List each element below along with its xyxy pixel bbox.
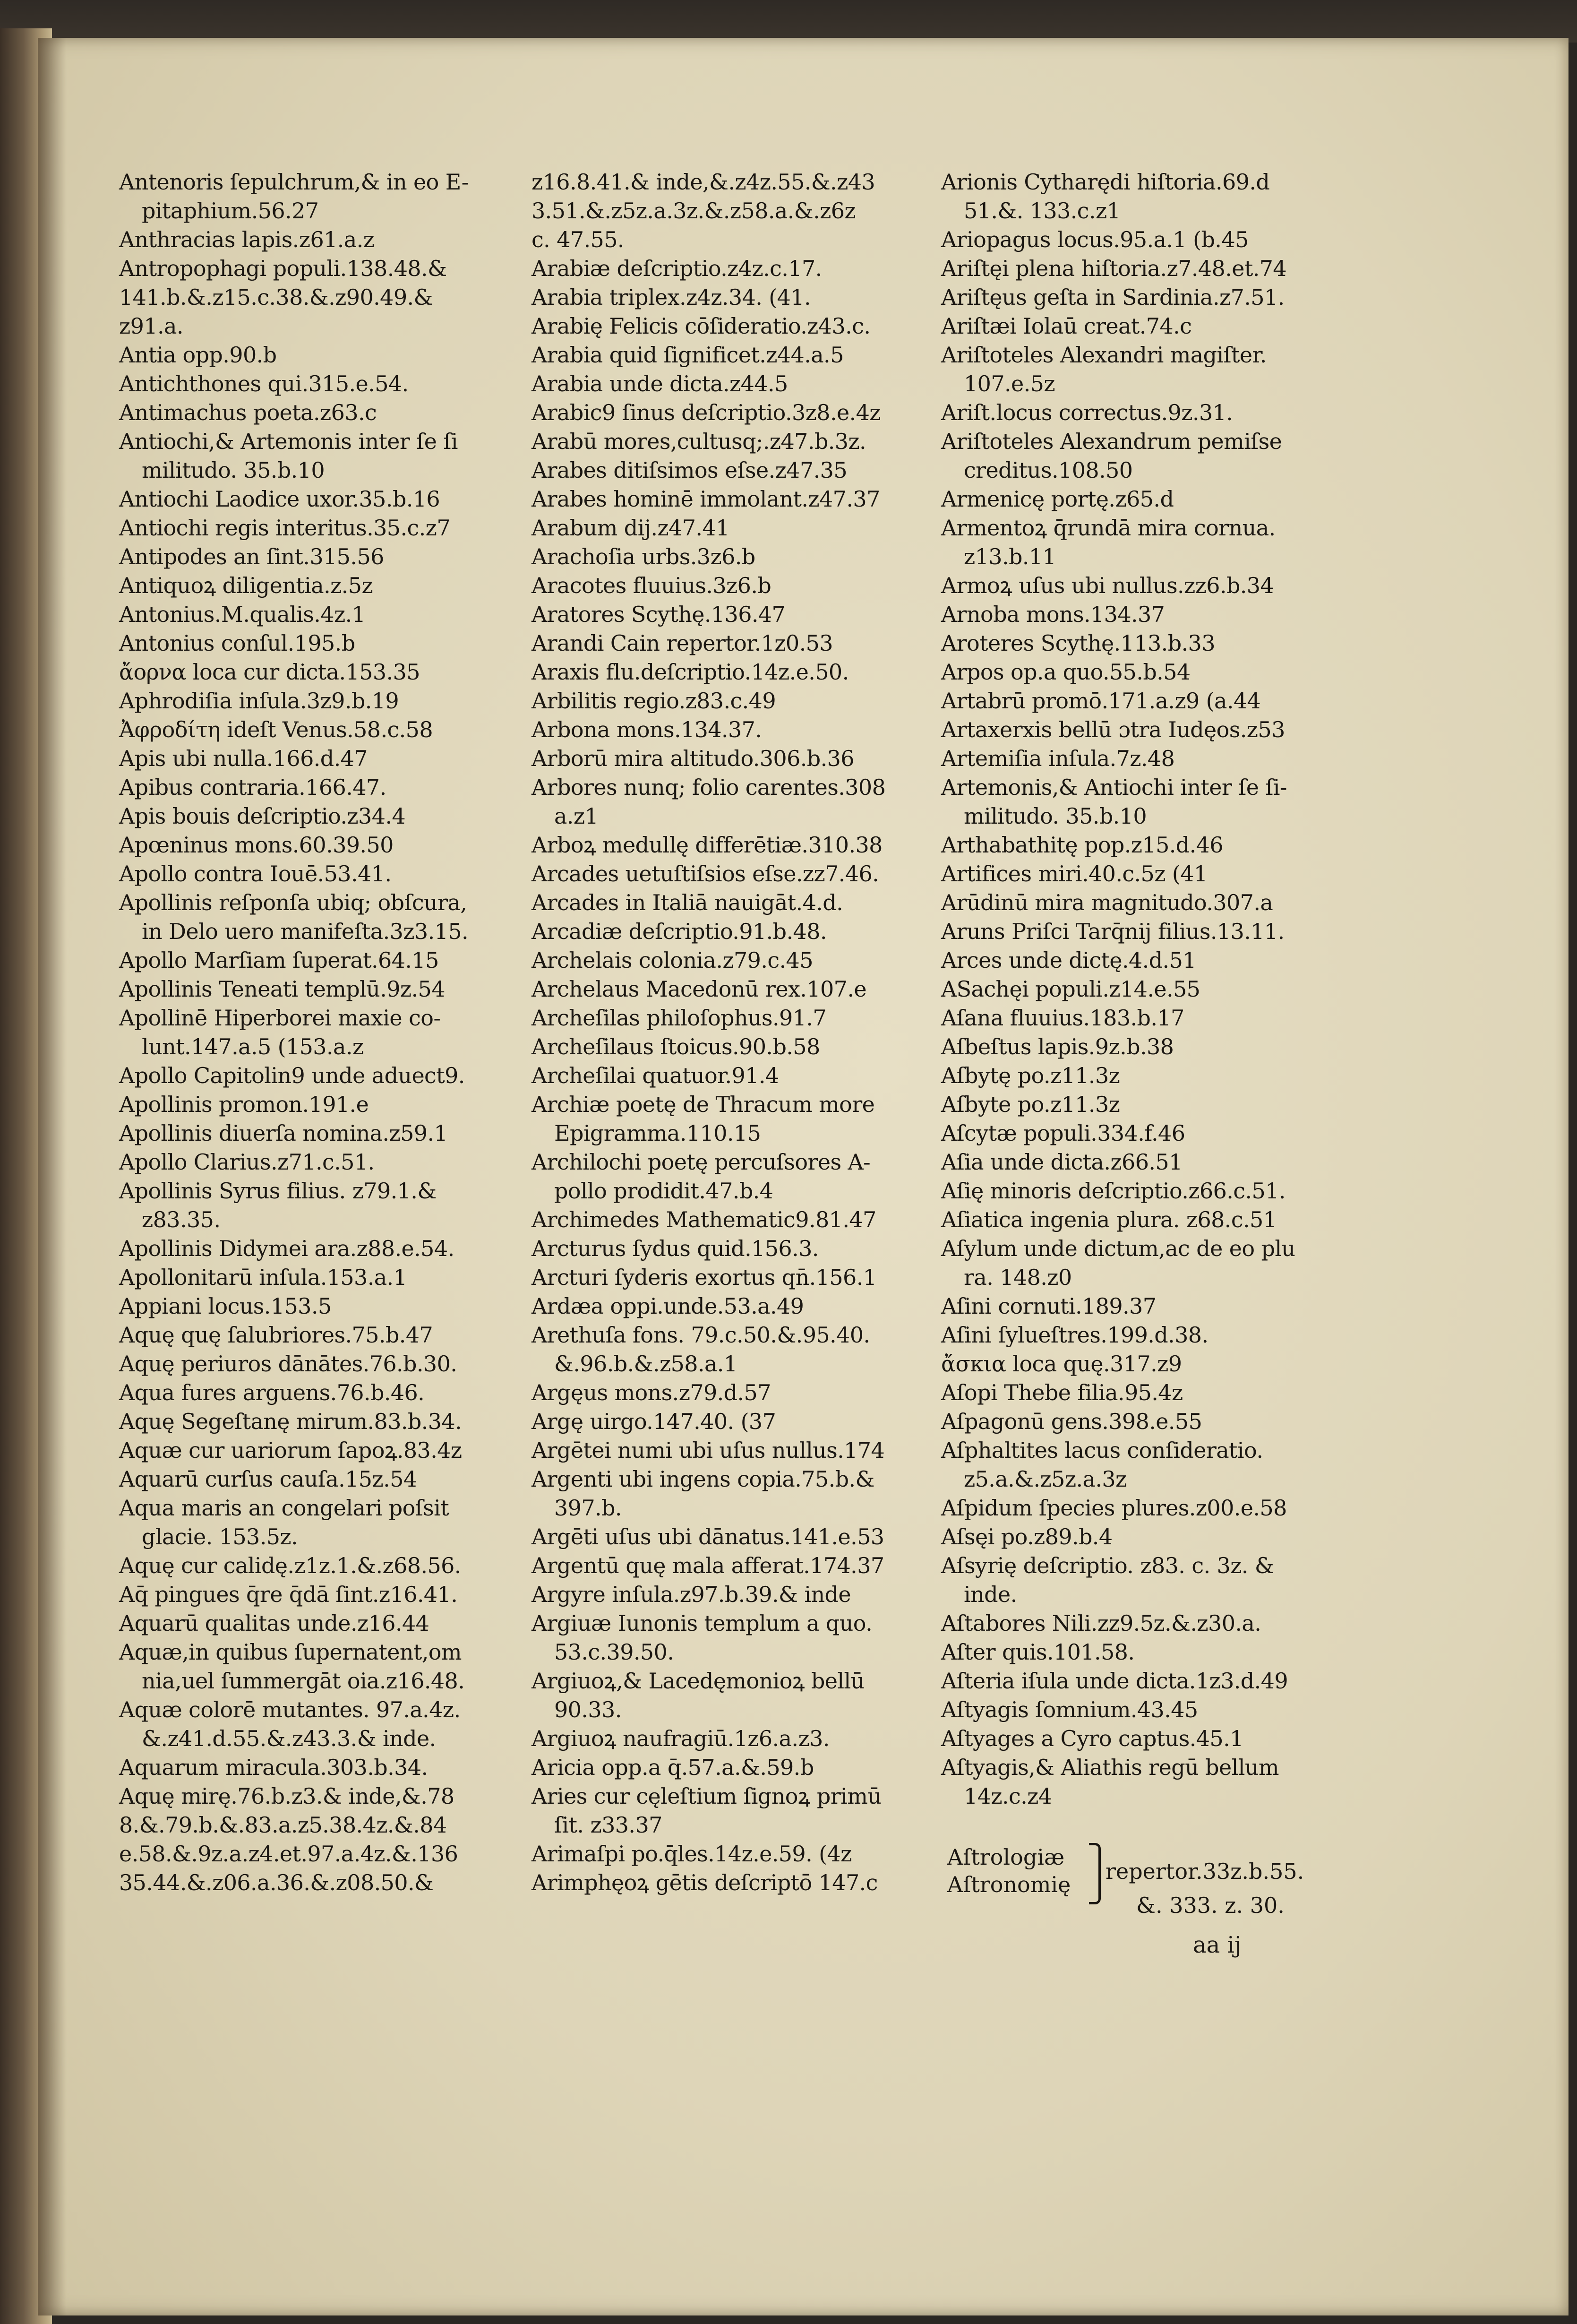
index-entry: Arbores nunq; folio carentes.308 [531, 775, 886, 800]
index-entry-continuation: militudo. 35.b.10 [142, 457, 325, 483]
index-entry: Aſopi Thebe filia.95.4z [941, 1380, 1183, 1405]
index-entry: Artemonis,& Antiochi inter ſe ſi- [941, 775, 1287, 800]
index-entry: Apollonitarū inſula.153.a.1 [119, 1265, 407, 1290]
index-entry-continuation: a.z1 [554, 803, 599, 829]
index-entry: ἄσκια loca quę.317.z9 [941, 1351, 1182, 1377]
index-entry: Antiquoꝝ diligentia.z.5z [119, 573, 373, 598]
index-entry: Artaxerxis bellū ɔtra Iudęos.z53 [941, 717, 1285, 742]
index-entry: Aruns Priſci Tarq̄nij filius.13.11. [941, 919, 1285, 944]
index-entry: Arcturus ſydus quid.156.3. [531, 1236, 819, 1261]
index-entry: Aſsęi po.z89.b.4 [941, 1524, 1113, 1549]
index-entry: Archimedes Mathematic9.81.47 [531, 1207, 876, 1232]
index-entry: Argiuoꝝ naufragiū.1z6.a.z3. [531, 1726, 830, 1751]
index-entry: Aracotes fluuius.3z6.b [531, 573, 771, 598]
scan-top-shadow [0, 0, 1577, 43]
index-entry: Anthracias lapis.z61.a.z [119, 227, 375, 252]
index-entry: Aſsyrię deſcriptio. z83. c. 3z. & [941, 1553, 1274, 1578]
index-entry: Aſię minoris deſcriptio.z66.c.51. [941, 1178, 1286, 1204]
index-entry: Arabia quid ſignificet.z44.a.5 [531, 342, 844, 368]
index-entry: Aſana fluuius.183.b.17 [941, 1005, 1184, 1031]
index-entry: Antenoris ſepulchrum,& in eo E- [119, 169, 469, 195]
index-entry: Aquę cur calidę.z1z.1.&.z68.56. [119, 1553, 461, 1578]
index-entry: Aſbyte po.z11.3z [941, 1092, 1120, 1117]
index-entry: Aſcytæ populi.334.f.46 [941, 1120, 1185, 1146]
index-entry: Aquę quę ſalubriores.75.b.47 [119, 1322, 433, 1348]
index-entry-continuation: 107.e.5z [964, 371, 1055, 396]
index-entry: Arbilitis regio.z83.c.49 [531, 688, 776, 714]
index-entry: Artifices miri.40.c.5z (41 [941, 861, 1208, 887]
index-entry: Apollo Capitolin9 unde aduect9. [119, 1063, 465, 1088]
index-entry: Aquæ colorē mutantes. 97.a.4z. [119, 1697, 461, 1722]
index-entry: Archelaus Macedonū rex.107.e [531, 976, 866, 1002]
index-entry: Antipodes an ſint.315.56 [119, 544, 384, 569]
index-entry: Arnoba mons.134.37 [941, 602, 1165, 627]
index-entry: Argentū quę mala afferat.174.37 [531, 1553, 884, 1578]
index-entry: Antia opp.90.b [119, 342, 277, 368]
index-entry: Apibus contraria.166.47. [119, 775, 386, 800]
index-entry-continuation: &.z41.d.55.&.z43.3.& inde. [142, 1726, 436, 1751]
index-entry: Aſter quis.101.58. [941, 1639, 1135, 1665]
index-entry: Aratores Scythę.136.47 [531, 602, 786, 627]
index-entry: Aroteres Scythę.113.b.33 [941, 630, 1215, 656]
index-entry: Arcades uetuſtiſsios eſse.zz7.46. [531, 861, 879, 887]
index-entry: ἄορνα loca cur dicta.153.35 [119, 659, 420, 685]
index-entry-continuation: ſit. z33.37 [554, 1812, 662, 1838]
index-entry: Antimachus poeta.z63.c [119, 400, 377, 425]
index-entry: Arandi Cain repertor.1z0.53 [531, 630, 833, 656]
index-entry: Arabiæ deſcriptio.z4z.c.17. [531, 256, 822, 281]
index-entry: Arethuſa fons. 79.c.50.&.95.40. [531, 1322, 870, 1348]
index-entry-continuation: 51.&. 133.c.z1 [964, 198, 1121, 224]
index-entry: Ariſt.locus correctus.9z.31. [941, 400, 1233, 425]
index-entry-continuation: 397.b. [554, 1495, 622, 1521]
index-entry-continuation: glacie. 153.5z. [142, 1524, 298, 1549]
index-entry: Antiochi Laodice uxor.35.b.16 [119, 486, 440, 512]
index-entry-continuation: creditus.108.50 [964, 457, 1133, 483]
brace-mark [1089, 1843, 1101, 1904]
index-entry: Aſpagonū gens.398.e.55 [941, 1409, 1202, 1434]
index-entry: Appiani locus.153.5 [119, 1293, 332, 1319]
index-entry: Aſtabores Nili.zz9.5z.&.z30.a. [941, 1610, 1261, 1636]
index-entry: Ariſtæi Iolaū creat.74.c [941, 313, 1192, 339]
index-entry: Armentoꝝ q̄rundā mira cornua. [941, 515, 1276, 541]
index-entry: Argę uirgo.147.40. (37 [531, 1409, 776, 1434]
index-entry: Arborū mira altitudo.306.b.36 [531, 746, 854, 771]
index-entry: Arachoſia urbs.3z6.b [531, 544, 755, 569]
index-entry: Apœninus mons.60.39.50 [119, 832, 394, 858]
index-entry: Aquæ,in quibus ſupernatent,om [119, 1639, 462, 1665]
index-entry-continuation: nia,uel ſummergāt oia.z16.48. [142, 1668, 465, 1694]
index-entry: Ariſtęi plena hiſtoria.z7.48.et.74 [941, 256, 1287, 281]
index-entry-continuation: 90.33. [554, 1697, 622, 1722]
index-entry: Arūdinū mira magnitudo.307.a [941, 890, 1273, 915]
index-entry: Argētei numi ubi uſus nullus.174 [531, 1437, 885, 1463]
index-entry: Ardæa oppi.unde.53.a.49 [531, 1293, 804, 1319]
index-entry: Archeſilaus ſtoicus.90.b.58 [531, 1034, 820, 1059]
index-entry: Aricia opp.a q̄.57.a.&.59.b [531, 1755, 814, 1780]
index-entry: Antichthones qui.315.e.54. [119, 371, 409, 396]
index-entry: Apollo Clarius.z71.c.51. [119, 1149, 375, 1175]
index-entry-continuation: ra. 148.z0 [964, 1265, 1072, 1290]
index-entry: Aſphaltites lacus conſideratio. [941, 1437, 1263, 1463]
index-entry: Apollo contra Iouē.53.41. [119, 861, 392, 887]
index-entry: z91.a. [119, 313, 183, 339]
index-entry: Antonius.M.qualis.4z.1 [119, 602, 366, 627]
index-entry: c. 47.55. [531, 227, 624, 252]
index-entry: Antiochi regis interitus.35.c.z7 [119, 515, 450, 541]
index-entry: Ἀφροδίτη ideſt Venus.58.c.58 [119, 717, 433, 742]
index-entry: e.58.&.9z.a.z4.et.97.a.4z.&.136 [119, 1841, 458, 1867]
index-entry: 8.&.79.b.&.83.a.z5.38.4z.&.84 [119, 1812, 447, 1838]
bracket-entry [947, 1843, 1335, 1918]
index-entry: Aſbytę po.z11.3z [941, 1063, 1120, 1088]
index-entry-continuation: pitaphium.56.27 [142, 198, 319, 224]
index-entry: Arabię Felicis cōſideratio.z43.c. [531, 313, 871, 339]
index-entry: z16.8.41.& inde,&.z4z.55.&.z43 [531, 169, 875, 195]
index-entry-continuation: pollo prodidit.47.b.4 [554, 1178, 773, 1204]
index-entry: Aries cur cęleſtium ſignoꝝ primū [531, 1783, 882, 1809]
index-entry: Aſini ſylueſtres.199.d.38. [941, 1322, 1208, 1348]
index-entry: Arabum dij.z47.41 [531, 515, 729, 541]
index-entry: Apis bouis deſcriptio.z34.4 [119, 803, 406, 829]
index-entry-continuation: Epigramma.110.15 [554, 1120, 761, 1146]
index-entry: Arbona mons.134.37. [531, 717, 762, 742]
index-entry: Arthabathitę pop.z15.d.46 [941, 832, 1223, 858]
index-column-3 [941, 168, 1319, 1811]
index-entry: Archeſilas philoſophus.91.7 [531, 1005, 826, 1031]
index-entry: 141.b.&.z15.c.38.&.z90.49.& [119, 284, 433, 310]
index-entry: Apollinis Syrus filius. z79.1.& [119, 1178, 437, 1204]
index-entry: Archeſilai quatuor.91.4 [531, 1063, 779, 1088]
index-entry-continuation: 14z.c.z4 [964, 1783, 1052, 1809]
index-entry: Ariopagus locus.95.a.1 (b.45 [941, 227, 1249, 252]
index-entry: Aſtyages a Cyro captus.45.1 [941, 1726, 1243, 1751]
index-entry: Aſtyagis,& Aliathis regū bellum [941, 1755, 1279, 1780]
index-entry: 3.51.&.z5z.a.3z.&.z58.a.&.z6z [531, 198, 856, 224]
index-entry: Artemiſia inſula.7z.48 [941, 746, 1175, 771]
index-entry: Aqua fures arguens.76.b.46. [119, 1380, 425, 1405]
index-entry: Apollinis promon.191.e [119, 1092, 369, 1117]
index-entry: Arcturi ſyderis exortus qn̄.156.1 [531, 1265, 877, 1290]
bracket-term-astronomiae: Aſtronomię [947, 1872, 1071, 1897]
index-entry: Apollinis reſponſa ubiq; obſcura, [119, 890, 467, 915]
index-entry: Armenicę portę.z65.d [941, 486, 1174, 512]
index-entry: Apollinis Teneati templū.9z.54 [119, 976, 445, 1002]
index-entry: Arabū mores,cultusq;.z47.b.3z. [531, 429, 866, 454]
index-entry: Aq̄ pingues q̄re q̄dā ſint.z16.41. [119, 1582, 458, 1607]
index-entry: Aſini cornuti.189.37 [941, 1293, 1157, 1319]
index-entry: Arboꝝ medullę differētiæ.310.38 [531, 832, 883, 858]
index-entry: Apollo Marſiam ſuperat.64.15 [119, 947, 439, 973]
index-entry: ASachęi populi.z14.e.55 [941, 976, 1200, 1002]
index-entry: Aquę mirę.76.b.z3.& inde,&.78 [119, 1783, 454, 1809]
index-entry: Aſpidum ſpecies plures.z00.e.58 [941, 1495, 1287, 1521]
index-entry: Aquarū curſus cauſa.15z.54 [119, 1466, 417, 1492]
index-entry: Argēti uſus ubi dānatus.141.e.53 [531, 1524, 884, 1549]
index-entry: Arcadiæ deſcriptio.91.b.48. [531, 919, 827, 944]
index-entry: Aſiatica ingenia plura. z68.c.51 [941, 1207, 1277, 1232]
index-entry: Ariſtoteles Alexandrum pemiſse [941, 429, 1282, 454]
index-entry: Aqua maris an congelari poſsit [119, 1495, 449, 1521]
index-entry: Arces unde dictę.4.d.51 [941, 947, 1196, 973]
index-entry: Antiochi,& Artemonis inter ſe ſi [119, 429, 458, 454]
index-entry: Apollinē Hiperborei maxie co- [119, 1005, 441, 1031]
index-entry: Araxis flu.deſcriptio.14z.e.50. [531, 659, 849, 685]
index-entry: Argiuæ Iunonis templum a quo. [531, 1610, 873, 1636]
index-entry: Arionis Cytharędi hiſtoria.69.d [941, 169, 1270, 195]
index-entry: Artabrū promō.171.a.z9 (a.44 [941, 688, 1261, 714]
index-entry: Aquę Segeſtanę mirum.83.b.34. [119, 1409, 462, 1434]
index-entry: Ariſtoteles Alexandri magiſter. [941, 342, 1267, 368]
index-entry: Arabia triplex.z4z.34. (41. [531, 284, 811, 310]
index-entry: Argyre inſula.z97.b.39.& inde [531, 1582, 851, 1607]
index-entry: Arabic9 ſinus deſcriptio.3z8.e.4z [531, 400, 881, 425]
index-entry: Aquarū qualitas unde.z16.44 [119, 1610, 429, 1636]
index-entry: Aphrodiſia inſula.3z9.b.19 [119, 688, 399, 714]
index-entry: Arpos op.a quo.55.b.54 [941, 659, 1191, 685]
index-entry: Arcades in Italiā nauigāt.4.d. [531, 890, 843, 915]
index-entry: Aquę periuros dānātes.76.b.30. [119, 1351, 457, 1377]
index-entry: Aſteria iſula unde dicta.1z3.d.49 [941, 1668, 1288, 1694]
index-entry: Apollinis Didymei ara.z88.e.54. [119, 1236, 454, 1261]
index-entry-continuation: in Delo uero manifeſta.3z3.15. [142, 919, 468, 944]
index-entry: Ariſtęus geſta in Sardinia.z7.51. [941, 284, 1285, 310]
bracket-reference: repertor.33z.b.55. [1106, 1859, 1304, 1884]
index-entry-continuation: z83.35. [142, 1207, 221, 1232]
index-entry: Antonius conſul.195.b [119, 630, 355, 656]
index-entry: Aſbeſtus lapis.9z.b.38 [941, 1034, 1174, 1059]
index-entry-continuation: 53.c.39.50. [554, 1639, 674, 1665]
index-entry: Aquarum miracula.303.b.34. [119, 1755, 428, 1780]
index-entry: Aſia unde dicta.z66.51 [941, 1149, 1183, 1175]
index-entry-continuation: militudo. 35.b.10 [964, 803, 1147, 829]
index-column-1 [119, 168, 525, 1897]
index-entry: Archiæ poetę de Thracum more [531, 1092, 875, 1117]
index-entry-continuation: lunt.147.a.5 (153.a.z [142, 1034, 364, 1059]
index-entry-continuation: z13.b.11 [964, 544, 1056, 569]
index-entry: Archelais colonia.z79.c.45 [531, 947, 813, 973]
index-entry-continuation: &.96.b.&.z58.a.1 [554, 1351, 737, 1377]
index-column-2 [531, 168, 938, 1897]
index-entry: Aſtyagis ſomnium.43.45 [941, 1697, 1198, 1722]
index-entry: Antropophagi populi.138.48.& [119, 256, 447, 281]
index-entry: Argiuoꝝ,& Lacedęmonioꝝ bellū [531, 1668, 865, 1694]
index-entry: Argęus mons.z79.d.57 [531, 1380, 771, 1405]
index-entry-continuation: inde. [964, 1582, 1017, 1607]
index-entry: Apis ubi nulla.166.d.47 [119, 746, 368, 771]
index-entry-continuation: z5.a.&.z5z.a.3z [964, 1466, 1127, 1492]
index-entry: 35.44.&.z06.a.36.&.z08.50.& [119, 1870, 434, 1895]
index-entry: Argenti ubi ingens copia.75.b.& [531, 1466, 874, 1492]
index-entry: Armoꝝ uſus ubi nullus.zz6.b.34 [941, 573, 1274, 598]
bracket-reference-continued: &. 333. z. 30. [1136, 1893, 1285, 1918]
index-entry: Aquæ cur uariorum ſapoꝝ.83.4z [119, 1437, 462, 1463]
index-entry: Archilochi poetę percuſsores A- [531, 1149, 871, 1175]
index-entry: Apollinis diuerſa nomina.z59.1 [119, 1120, 448, 1146]
index-entry: Arimaſpi po.q̄les.14z.e.59. (4z [531, 1841, 852, 1867]
bracket-term-astrologiae: Aſtrologiæ [947, 1844, 1065, 1870]
signature-mark: aa ij [1193, 1932, 1242, 1958]
index-entry: Aſylum unde dictum,ac de eo plu [941, 1236, 1295, 1261]
index-entry: Arabes ditiſsimos eſse.z47.35 [531, 457, 847, 483]
index-entry: Arabes hominē immolant.z47.37 [531, 486, 880, 512]
index-entry: Arimphęoꝝ gētis deſcriptō 147.c [531, 1870, 878, 1895]
index-entry: Arabia unde dicta.z44.5 [531, 371, 788, 396]
page-gutter-shadow [38, 38, 66, 2315]
